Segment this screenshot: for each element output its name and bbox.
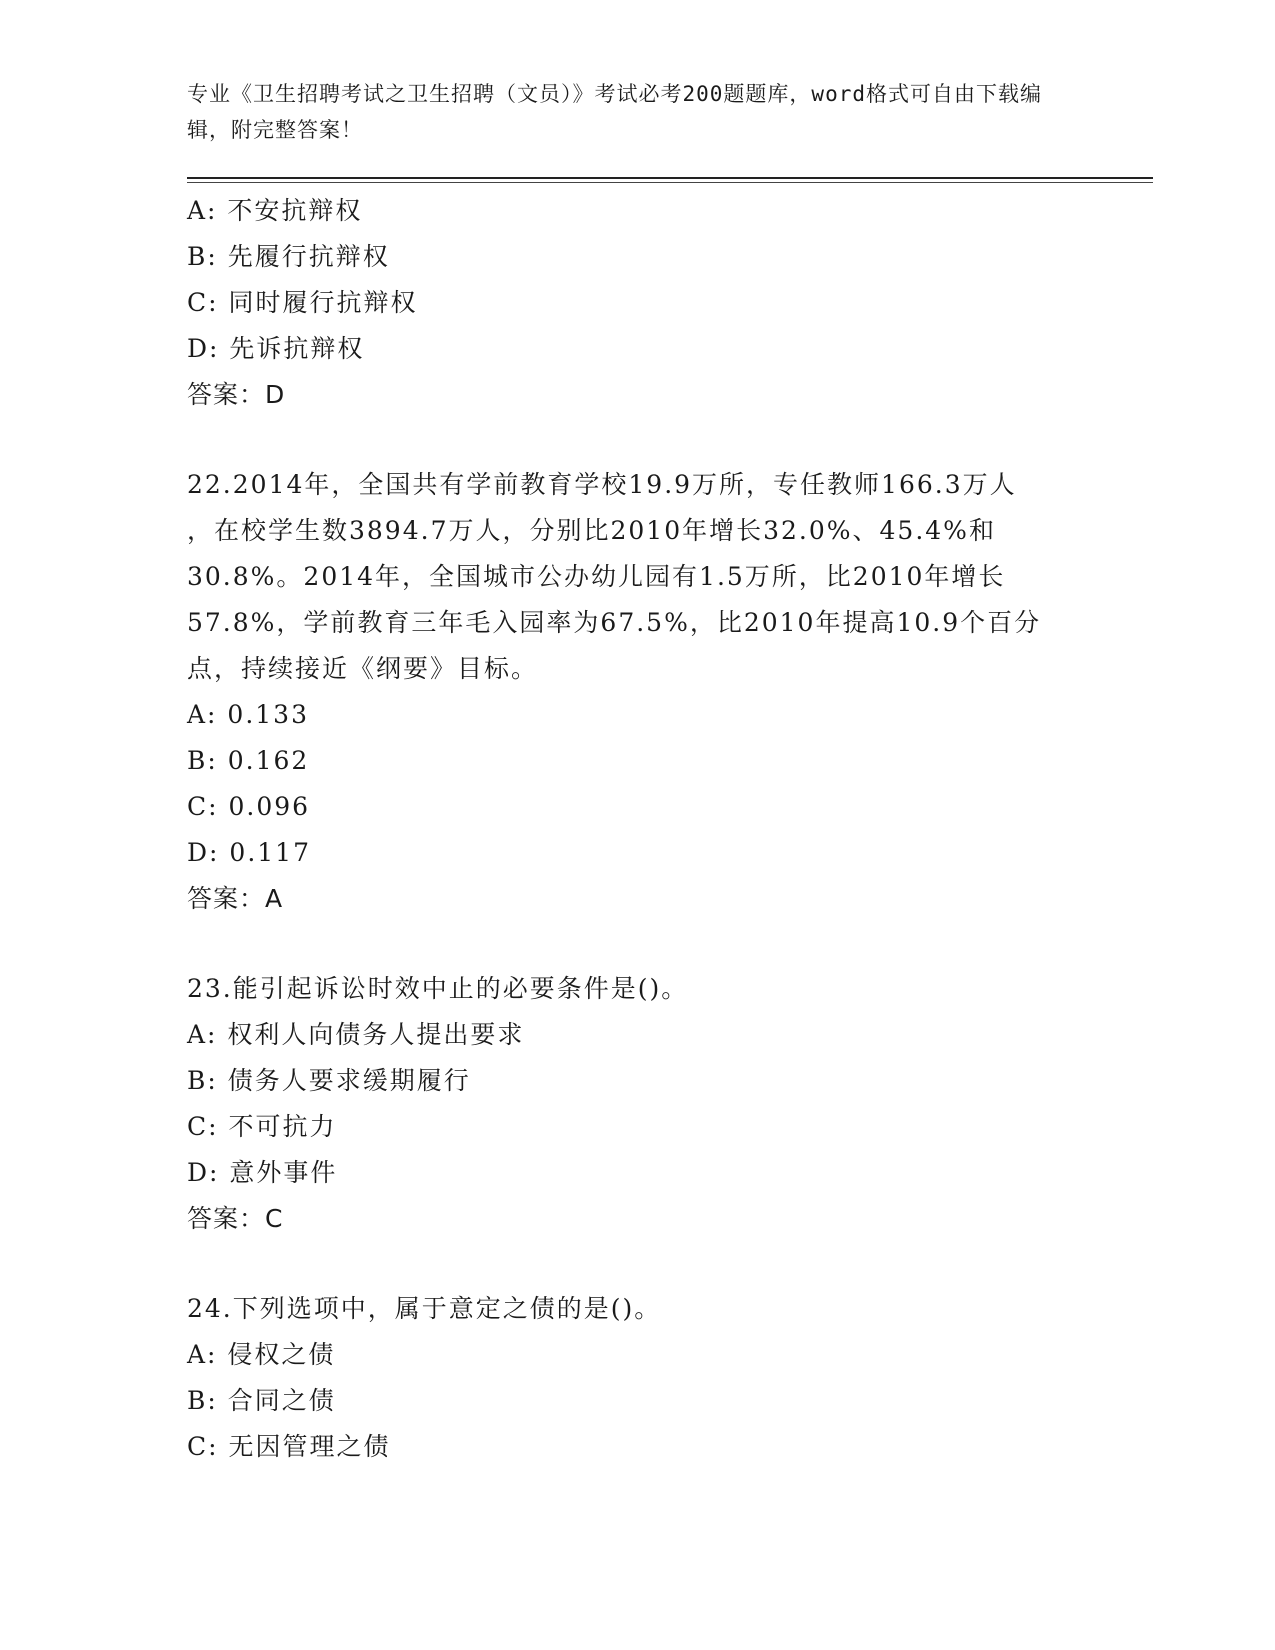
question-stem-line: 点，持续接近《纲要》目标。 — [187, 654, 539, 683]
header-rule-thin — [187, 182, 1153, 183]
option-c: C: 同时履行抗辩权 — [187, 288, 418, 317]
document-header: 专业《卫生招聘考试之卫生招聘（文员）》考试必考200题题库，word格式可自由下载编辑，附完整答案！ — [187, 82, 1042, 142]
question-22 — [187, 462, 1067, 922]
answer-line: 答案：C — [187, 1204, 284, 1233]
question-23 — [187, 966, 1067, 1242]
answer-line: 答案：D — [187, 380, 286, 409]
question-stem-line: ，在校学生数3894.7万人，分别比2010年增长32.0%、45.4%和 — [187, 516, 996, 545]
option-c: C: 0.096 — [187, 792, 311, 821]
header-rule-thick — [187, 177, 1153, 179]
option-b: B: 合同之债 — [187, 1386, 336, 1415]
option-b: B: 先履行抗辩权 — [187, 242, 390, 271]
question-stem: 24.下列选项中，属于意定之债的是()。 — [187, 1294, 662, 1323]
option-d: D: 意外事件 — [187, 1158, 338, 1187]
question-stem-line: 57.8%，学前教育三年毛入园率为67.5%，比2010年提高10.9个百分 — [187, 608, 1042, 637]
question-24 — [187, 1286, 1067, 1470]
option-c: C: 不可抗力 — [187, 1112, 337, 1141]
option-b: B: 债务人要求缓期履行 — [187, 1066, 471, 1095]
option-d: D: 先诉抗辩权 — [187, 334, 365, 363]
question-stem: 23.能引起诉讼时效中止的必要条件是()。 — [187, 974, 689, 1003]
option-a: A: 侵权之债 — [187, 1340, 336, 1369]
spacer — [187, 418, 1067, 462]
spacer — [187, 1242, 1067, 1286]
option-a: A: 不安抗辩权 — [187, 196, 363, 225]
spacer — [187, 922, 1067, 966]
question-21 — [187, 188, 1067, 418]
option-c: C: 无因管理之债 — [187, 1432, 391, 1461]
question-stem-line: 30.8%。2014年，全国城市公办幼儿园有1.5万所，比2010年增长 — [187, 562, 1006, 591]
option-a: A: 0.133 — [187, 700, 309, 729]
answer-line: 答案：A — [187, 884, 284, 913]
option-d: D: 0.117 — [187, 838, 311, 867]
question-stem-line: 22.2014年，全国共有学前教育学校19.9万所，专任教师166.3万人 — [187, 470, 1017, 499]
option-b: B: 0.162 — [187, 746, 310, 775]
question-list — [187, 188, 1067, 1470]
option-a: A: 权利人向债务人提出要求 — [187, 1020, 525, 1049]
